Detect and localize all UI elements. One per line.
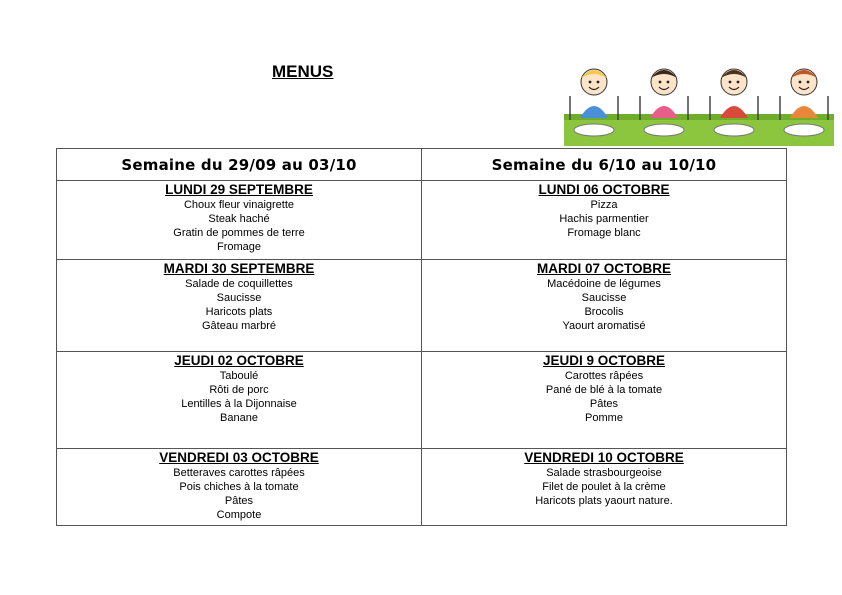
dish-item: Pâtes <box>224 495 254 507</box>
day-menu-cell <box>57 352 422 449</box>
children-at-table-icon <box>564 56 834 146</box>
dish-item: Haricots plats <box>205 306 273 318</box>
dish-item: Fromage blanc <box>567 227 641 239</box>
day-title: MARDI 07 OCTOBRE <box>536 261 672 276</box>
day-title: VENDREDI 03 OCTOBRE <box>159 450 319 465</box>
day-menu-cell <box>422 260 787 352</box>
menu-table <box>56 148 787 526</box>
dish-item: Pané de blé à la tomate <box>545 384 663 396</box>
day-menu-cell <box>57 449 422 526</box>
day-menu-cell <box>57 260 422 352</box>
table-row <box>57 449 787 526</box>
dish-item: Hachis parmentier <box>559 213 649 225</box>
dish-item: Carottes râpées <box>564 370 644 382</box>
dish-item: Choux fleur vinaigrette <box>183 199 295 211</box>
dish-item: Banane <box>220 412 258 424</box>
dish-item: Lentilles à la Dijonnaise <box>181 398 297 410</box>
dish-item: Steak haché <box>208 213 270 225</box>
week-header: Semaine du 6/10 au 10/10 <box>422 149 787 181</box>
dish-item: Pizza <box>590 199 618 211</box>
dish-item: Taboulé <box>219 370 259 382</box>
dish-item: Brocolis <box>584 306 624 318</box>
dish-item: Filet de poulet à la crème <box>542 481 666 493</box>
dish-item: Compote <box>216 509 262 521</box>
day-title: JEUDI 02 OCTOBRE <box>174 353 304 368</box>
day-menu-cell <box>422 181 787 260</box>
dish-item: Salade de coquillettes <box>185 278 293 290</box>
week-header: Semaine du 29/09 au 03/10 <box>57 149 422 181</box>
dish-item: Pois chiches à la tomate <box>179 481 299 493</box>
dish-item: Salade strasbourgeoise <box>546 467 662 479</box>
week-header-row <box>57 149 787 181</box>
day-title: LUNDI 06 OCTOBRE <box>538 182 670 197</box>
dish-item: Saucisse <box>581 292 627 304</box>
dish-item: Yaourt aromatisé <box>562 320 646 332</box>
page-title: MENUS <box>272 62 334 81</box>
table-row <box>57 181 787 260</box>
day-title: JEUDI 9 OCTOBRE <box>542 353 666 368</box>
table-row <box>57 260 787 352</box>
dish-item: Gâteau marbré <box>202 320 276 332</box>
dish-item: Rôti de porc <box>209 384 269 396</box>
day-title: LUNDI 29 SEPTEMBRE <box>165 182 313 197</box>
table-row <box>57 352 787 449</box>
day-title: VENDREDI 10 OCTOBRE <box>524 450 684 465</box>
day-menu-cell <box>422 449 787 526</box>
dish-item: Gratin de pommes de terre <box>173 227 305 239</box>
dish-item: Saucisse <box>216 292 262 304</box>
dish-item: Betteraves carottes râpées <box>173 467 305 479</box>
day-title: MARDI 30 SEPTEMBRE <box>163 261 315 276</box>
dish-item: Haricots plats yaourt nature. <box>535 495 673 507</box>
dish-item: Pâtes <box>589 398 619 410</box>
dish-item: Pomme <box>585 412 623 424</box>
dish-item: Macédoine de légumes <box>547 278 661 290</box>
day-menu-cell <box>57 181 422 260</box>
dish-item: Fromage <box>216 241 262 253</box>
day-menu-cell <box>422 352 787 449</box>
